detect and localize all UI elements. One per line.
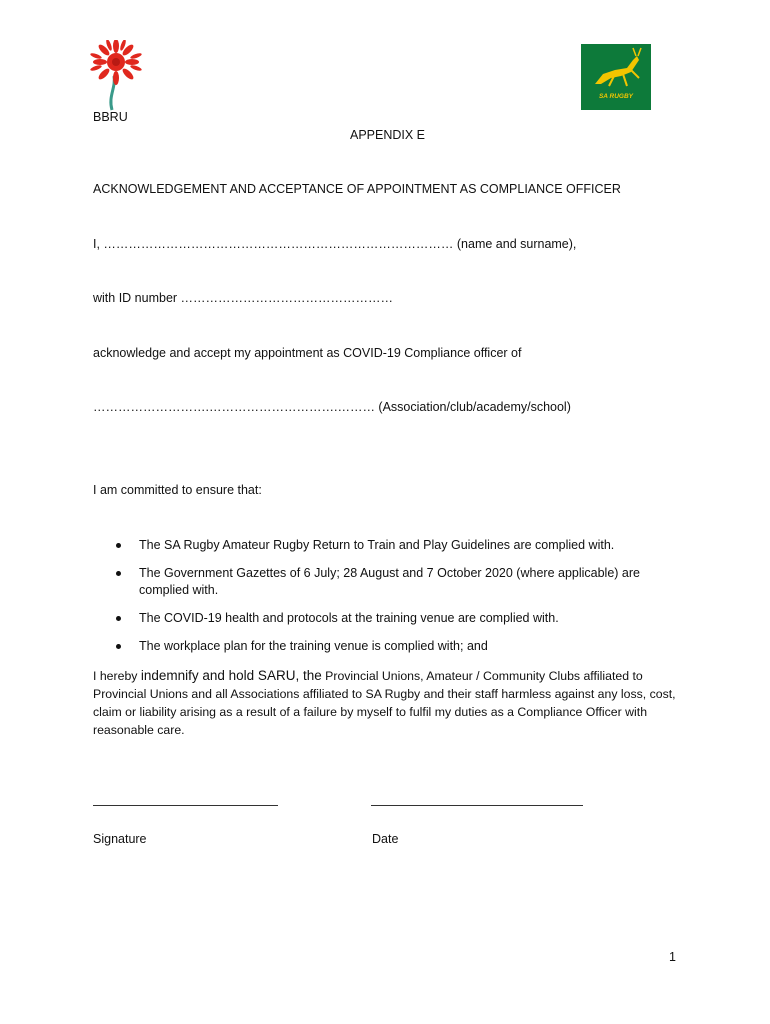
acknowledgement-line: acknowledge and accept my appointment as COVID-19 Compliance officer of: [93, 346, 522, 360]
commitment-intro: I am committed to ensure that:: [93, 483, 262, 497]
date-label: Date: [372, 832, 399, 846]
signature-label: Signature: [93, 832, 147, 846]
bullet-icon: [116, 616, 121, 621]
page-number: 1: [669, 950, 676, 964]
sa-rugby-logo: [581, 44, 651, 110]
list-item: The workplace plan for the training venue is complied with; and: [112, 638, 672, 655]
list-item: The Government Gazettes of 6 July; 28 August and 7 October 2020 (where applicable) are complied with.: [112, 565, 672, 599]
bullet-icon: [116, 543, 121, 548]
signature-line: [93, 805, 278, 806]
org-short-name: BBRU: [93, 110, 128, 124]
date-line: [371, 805, 583, 806]
bullet-icon: [116, 644, 121, 649]
list-item: The COVID-19 health and protocols at the training venue are complied with.: [112, 610, 672, 627]
bullet-icon: [116, 571, 121, 576]
sa-rugby-label: SA RUGBY: [598, 93, 634, 100]
commitment-list: [112, 537, 672, 666]
indemnity-paragraph: I hereby indemnify and hold SARU, the Provincial Unions, Amateur / Community Clubs affiliated to Provincial Unions and all Associations affiliated to SA Rugby and their staff harmless against any loss, cost, claim or liability arising as a result of a failure by myself to fulfil my duties as a Compliance Officer with reasonable care.: [93, 668, 676, 737]
bbru-flower-logo: [88, 40, 144, 112]
name-line: I, ………………………………………………………………………… (name and surname),: [93, 237, 577, 251]
springbok-icon: [581, 44, 651, 94]
flower-icon: [88, 40, 144, 112]
id-number-line: with ID number ……………………………………………: [93, 291, 394, 305]
list-item: The SA Rugby Amateur Rugby Return to Train and Play Guidelines are complied with.: [112, 537, 672, 554]
document-title: ACKNOWLEDGEMENT AND ACCEPTANCE OF APPOINTMENT AS COMPLIANCE OFFICER: [93, 182, 621, 196]
appendix-heading: APPENDIX E: [350, 128, 426, 142]
association-line: ……………………….………………………….……… (Association/club/academy/school): [93, 400, 571, 414]
